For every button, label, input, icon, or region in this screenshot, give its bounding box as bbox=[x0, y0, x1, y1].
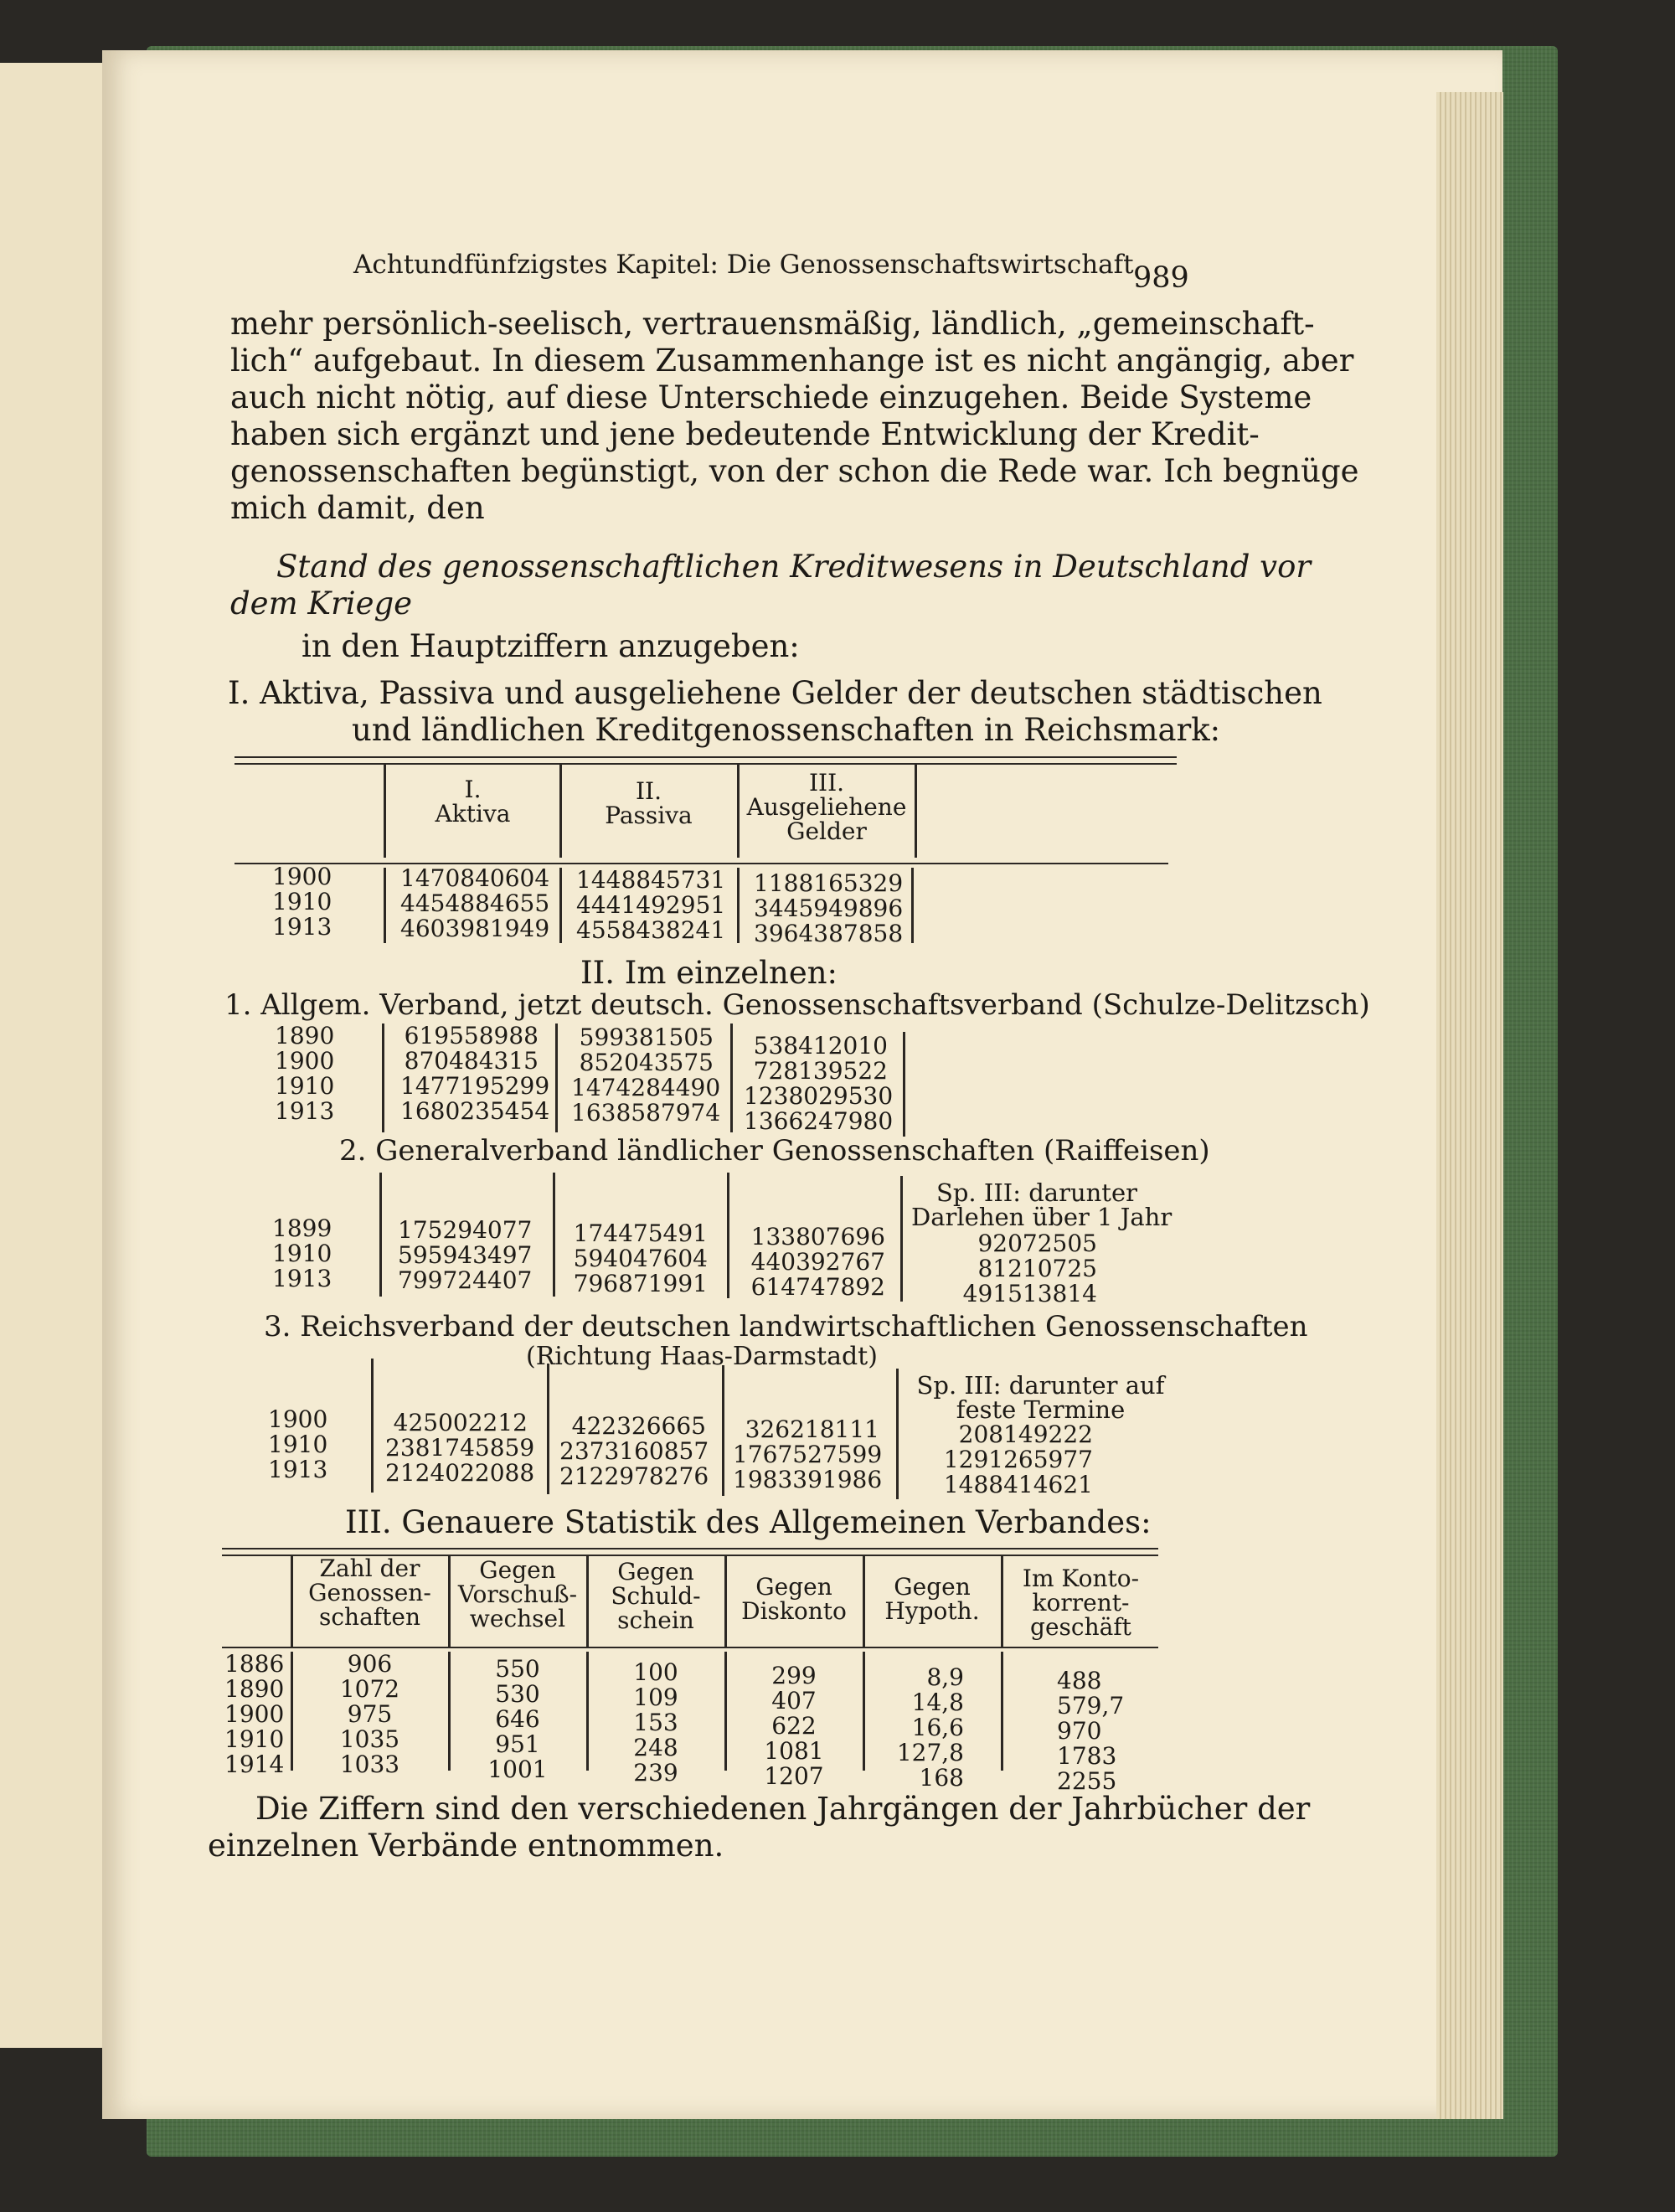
diskonto-column: 299 407 622 1081 1207 bbox=[764, 1662, 824, 1790]
darunter-column: 208149222 1291265977 1488414621 bbox=[943, 1421, 1093, 1498]
subsection-title: 2. Generalverband ländlicher Genossenschaften (Raiffeisen) bbox=[339, 1134, 1210, 1168]
gelder-column: 326218111 1767527599 1983391986 bbox=[733, 1415, 883, 1493]
column-rule bbox=[727, 1173, 729, 1298]
column-rule bbox=[553, 1173, 555, 1297]
column-header-schuldschein: Gegen Schuld- schein bbox=[611, 1558, 701, 1634]
text-line: haben sich ergänzt und jene bedeutende Entwicklung der Kredit- bbox=[230, 416, 1260, 452]
year-column: 1886 1890 1900 1910 1914 bbox=[224, 1650, 285, 1778]
gelder-column: 1188165329 3445949896 3964387858 bbox=[754, 869, 904, 947]
year-column: 1899 1910 1913 bbox=[272, 1214, 332, 1292]
lead-text: in den Hauptziffern anzugeben: bbox=[302, 628, 800, 664]
table-rule bbox=[222, 1548, 1158, 1549]
year-column: 1890 1900 1910 1913 bbox=[275, 1022, 335, 1125]
text-line: genossenschaften begünstigt, von der schon die Rede war. Ich begnüge bbox=[230, 453, 1359, 489]
left-page-edge bbox=[0, 63, 106, 2048]
table1-caption: I. Aktiva, Passiva und ausgeliehene Gelder der deutschen städtischen bbox=[228, 675, 1322, 711]
aktiva-column: 425002212 2381745859 2124022088 bbox=[385, 1409, 535, 1487]
column-rule bbox=[382, 1024, 384, 1132]
table-rule bbox=[234, 863, 1168, 864]
text-line: mich damit, den bbox=[230, 490, 485, 526]
column-header-kontokorrent: Im Konto- korrent- geschäft bbox=[1022, 1565, 1140, 1641]
page-edges bbox=[1436, 92, 1503, 2119]
gelder-column: 133807696 440392767 614747892 bbox=[750, 1223, 885, 1301]
year-column: 1900 1910 1913 bbox=[268, 1405, 328, 1483]
table-rule bbox=[234, 763, 1177, 765]
genossenschaften-column: 906 1072 975 1035 1033 bbox=[339, 1650, 400, 1778]
column-rule bbox=[559, 764, 562, 858]
text-line: auch nicht nötig, auf diese Unterschiede einzugehen. Beide Systeme bbox=[230, 379, 1312, 415]
darunter-note: Sp. III: darunter Darlehen über 1 Jahr bbox=[911, 1178, 1172, 1231]
subsection-title: 3. Reichsverband der deutschen landwirtschaftlichen Genossenschaften bbox=[264, 1310, 1308, 1343]
column-rule bbox=[379, 1173, 382, 1297]
hypoth-column: 8,9 14,8 16,6 127,8 168 bbox=[896, 1663, 964, 1792]
page-number: 989 bbox=[1133, 261, 1189, 295]
column-header-aktiva: I. Aktiva bbox=[435, 776, 511, 828]
column-rule bbox=[384, 868, 386, 943]
subsection-subtitle: (Richtung Haas-Darmstadt) bbox=[526, 1342, 878, 1371]
vorschusswechsel-column: 550 530 646 951 1001 bbox=[487, 1655, 548, 1783]
table-rule bbox=[234, 756, 1177, 758]
column-rule bbox=[911, 868, 914, 943]
column-rule bbox=[559, 868, 562, 943]
passiva-column: 174475491 594047604 796871991 bbox=[573, 1219, 708, 1297]
column-rule bbox=[900, 1176, 903, 1302]
passiva-column: 1448845731 4441492951 4558438241 bbox=[576, 866, 726, 944]
section-heading-line: Stand des genossenschaftlichen Kreditwesens in Deutschland vor bbox=[276, 549, 1312, 585]
column-header-passiva: II. Passiva bbox=[605, 777, 693, 829]
running-head: Achtundfünfzigstes Kapitel: Die Genossenschaftswirtschaft bbox=[353, 250, 1134, 280]
table-rule bbox=[222, 1647, 1158, 1648]
column-header-gelder: III. Ausgeliehene Gelder bbox=[746, 769, 907, 845]
column-rule bbox=[555, 1024, 558, 1132]
column-rule bbox=[903, 1032, 905, 1137]
column-header-diskonto: Gegen Diskonto bbox=[741, 1573, 847, 1625]
kontokorrent-column: 488 579,7 970 1783 2255 bbox=[1057, 1667, 1125, 1795]
column-rule bbox=[896, 1369, 899, 1499]
footer-line: einzelnen Verbände entnommen. bbox=[208, 1828, 724, 1864]
column-rule bbox=[371, 1359, 374, 1493]
aktiva-column: 1470840604 4454884655 4603981949 bbox=[400, 864, 550, 942]
text-line: mehr persönlich-seelisch, vertrauensmäßig, ländlich, „gemeinschaft- bbox=[230, 306, 1315, 342]
passiva-column: 599381505 852043575 1474284490 1638587974 bbox=[571, 1024, 721, 1127]
footer-line: Die Ziffern sind den verschiedenen Jahrgängen der Jahrbücher der bbox=[255, 1791, 1311, 1827]
subsection-title: 1. Allgem. Verband, jetzt deutsch. Genossenschaftsverband (Schulze-Delitzsch) bbox=[224, 988, 1370, 1022]
aktiva-column: 619558988 870484315 1477195299 1680235454 bbox=[400, 1022, 550, 1125]
darunter-column: 92072505 81210725 491513814 bbox=[962, 1230, 1097, 1307]
text-line: lich“ aufgebaut. In diesem Zusammenhange ist es nicht angängig, aber bbox=[230, 343, 1354, 379]
gelder-column: 538412010 728139522 1238029530 1366247980 bbox=[744, 1032, 894, 1135]
section-title: II. Im einzelnen: bbox=[580, 955, 838, 991]
table1-caption: und ländlichen Kreditgenossenschaften in Reichsmark: bbox=[352, 712, 1221, 748]
schuldschein-column: 100 109 153 248 239 bbox=[633, 1658, 678, 1787]
column-rule bbox=[730, 1024, 733, 1132]
passiva-column: 422326665 2373160857 2122978276 bbox=[559, 1412, 709, 1490]
column-rule bbox=[737, 868, 740, 943]
column-header-hypoth: Gegen Hypoth. bbox=[884, 1573, 980, 1625]
column-rule bbox=[915, 764, 917, 858]
column-rule bbox=[722, 1365, 724, 1496]
column-header-vorschusswechsel: Gegen Vorschuß- wechsel bbox=[457, 1556, 578, 1632]
column-header-genossenschaften: Zahl der Genossen- schaften bbox=[308, 1555, 431, 1631]
column-rule bbox=[384, 764, 386, 858]
column-rule bbox=[1001, 1652, 1003, 1771]
section-heading-line: dem Kriege bbox=[230, 585, 413, 621]
aktiva-column: 175294077 595943497 799724407 bbox=[398, 1216, 533, 1294]
table3-title: III. Genauere Statistik des Allgemeinen Verbandes: bbox=[345, 1504, 1152, 1540]
year-column: 1900 1910 1913 bbox=[272, 863, 332, 941]
column-rule bbox=[547, 1364, 549, 1494]
intro-paragraph bbox=[230, 306, 1359, 527]
darunter-note: Sp. III: darunter auf feste Termine bbox=[916, 1371, 1165, 1424]
